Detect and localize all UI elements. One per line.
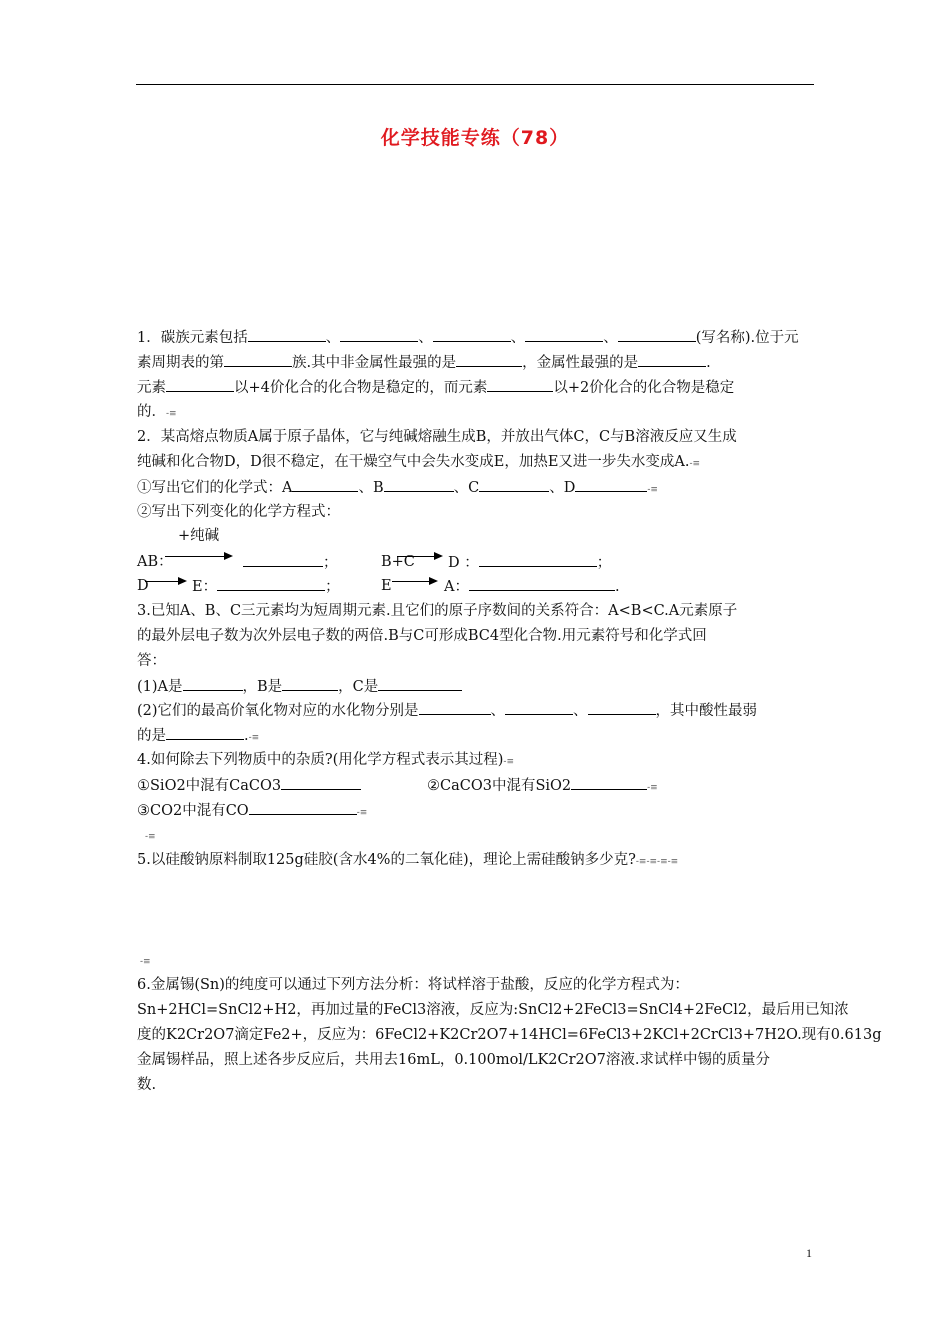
q6-line-1: 6.金属锡(Sn)的纯度可以通过下列方法分析：将试样溶于盐酸，反应的化学方程式为： xyxy=(137,977,689,993)
q1-line-4: 的．-≡ xyxy=(137,404,177,420)
answer-blank xyxy=(479,552,597,567)
q2-eq-e: E： ； xyxy=(192,576,340,597)
answer-blank xyxy=(575,477,647,492)
answer-blank xyxy=(217,576,325,591)
answer-blank xyxy=(224,352,292,367)
reaction-arrow xyxy=(397,556,441,557)
answer-blank xyxy=(292,477,358,492)
q2-eq-row-1-blank: ； xyxy=(243,552,338,573)
answer-blank xyxy=(505,700,573,715)
q3-line-1: 3.已知A、B、C三元素均为短周期元素.且它们的原子序数间的关系符合：A<B<C.A元素原子 xyxy=(137,603,738,619)
q1-line-3: 元素 以+4价化合的化合物是稳定的，而元素 以+2价化合的化合物是稳定 xyxy=(137,377,734,398)
q3-line-3: 答： xyxy=(137,653,166,669)
q2-eq-row-1: AB： xyxy=(137,554,173,570)
q4-item-3: ③CO2中混有CO -≡ xyxy=(137,800,367,823)
answer-blank xyxy=(166,377,234,392)
q2-eq-a: A： . xyxy=(444,576,620,597)
answer-blank xyxy=(384,477,454,492)
q6-line-3: 度的K2Cr2O7滴定Fe2+，反应为：6FeCl2+K2Cr2O7+14HCl=6FeCl3+2KCl+2CrCl3+7H2O.现有0.613g xyxy=(137,1027,882,1043)
q4-item-1: ①SiO2中混有CaCO3 xyxy=(137,775,361,796)
q2-line-3: ①写出它们的化学式：A 、B 、C 、D -≡ xyxy=(137,477,658,500)
q4-line-1: 4.如何除去下列物质中的杂质?(用化学方程式表示其过程)-≡ xyxy=(137,752,515,768)
answer-blank xyxy=(281,775,361,790)
answer-blank xyxy=(525,327,603,342)
answer-blank xyxy=(282,676,338,691)
reaction-arrow xyxy=(392,581,436,582)
answer-blank xyxy=(166,725,244,740)
answer-blank xyxy=(487,377,553,392)
document-title: 化学技能专练（78） xyxy=(380,127,570,149)
q2-line-4: ②写出下列变化的化学方程式： xyxy=(137,504,340,520)
stray-mark: -≡ xyxy=(145,832,156,842)
arrow-label: +纯碱 xyxy=(178,528,220,544)
answer-blank xyxy=(618,327,696,342)
answer-blank xyxy=(456,352,522,367)
answer-blank xyxy=(638,352,706,367)
reaction-arrow xyxy=(165,556,231,557)
q1-line-2: 素周期表的第 族.其中非金属性最强的是 ，金属性最强的是 . xyxy=(137,352,711,373)
q3-line-2: 的最外层电子数为次外层电子数的两倍.B与C可形成BC4型化合物.用元素符号和化学式回 xyxy=(137,628,707,644)
q6-line-4: 金属锡样品，照上述各步反应后，共用去16mL，0.100mol/LK2Cr2O7溶液.求试样中锡的质量分 xyxy=(137,1052,770,1068)
answer-blank xyxy=(433,327,511,342)
q2-eq-bc: B+C xyxy=(381,554,415,570)
q1-line-1: 1．碳族元素包括 、 、 、 、 (写名称).位于元 xyxy=(137,327,799,348)
q2-eq-d-start: D xyxy=(137,578,149,594)
q3-part-2-cont: 的是 .-≡ xyxy=(137,725,259,748)
page-number: 1 xyxy=(806,1246,812,1260)
answer-blank xyxy=(571,775,647,790)
answer-blank xyxy=(588,700,656,715)
answer-blank xyxy=(249,800,357,815)
answer-blank xyxy=(248,327,326,342)
q3-part-1: (1)A是 ，B是 ，C是 xyxy=(137,676,462,697)
answer-blank xyxy=(183,676,243,691)
answer-blank xyxy=(243,552,323,567)
q2-eq-e-start: E xyxy=(381,578,392,594)
q6-line-5: 数. xyxy=(137,1077,157,1093)
q5-line-1: 5.以硅酸钠原料制取125g硅胶(含水4%的二氧化硅)，理论上需硅酸钠多少克?-≡-≡-≡-≡ xyxy=(137,852,679,868)
q2-eq-d: D ： ； xyxy=(448,552,611,573)
header-rule xyxy=(136,84,814,85)
answer-blank xyxy=(340,327,418,342)
q2-line-2: 纯碱和化合物D，D很不稳定，在干燥空气中会失水变成E，加热E又进一步失水变成A.-≡ xyxy=(137,454,701,470)
q2-line-1: 2．某高熔点物质A属于原子晶体，它与纯碱熔融生成B，并放出气体C，C与B溶液反应又生成 xyxy=(137,429,737,445)
answer-blank xyxy=(419,700,491,715)
q3-part-2: (2)它们的最高价氧化物对应的水化物分别是 、 、 ，其中酸性最弱 xyxy=(137,700,757,721)
q6-line-2: Sn+2HCl=SnCl2+H2，再加过量的FeCl3溶液，反应为:SnCl2+2FeCl3=SnCl4+2FeCl2，最后用已知浓 xyxy=(137,1002,849,1018)
reaction-arrow xyxy=(145,581,185,582)
q4-item-2: ②CaCO3中混有SiO2 -≡ xyxy=(427,775,658,798)
answer-blank xyxy=(469,576,615,591)
stray-mark: -≡ xyxy=(140,957,151,967)
answer-blank xyxy=(378,676,462,691)
answer-blank xyxy=(479,477,549,492)
